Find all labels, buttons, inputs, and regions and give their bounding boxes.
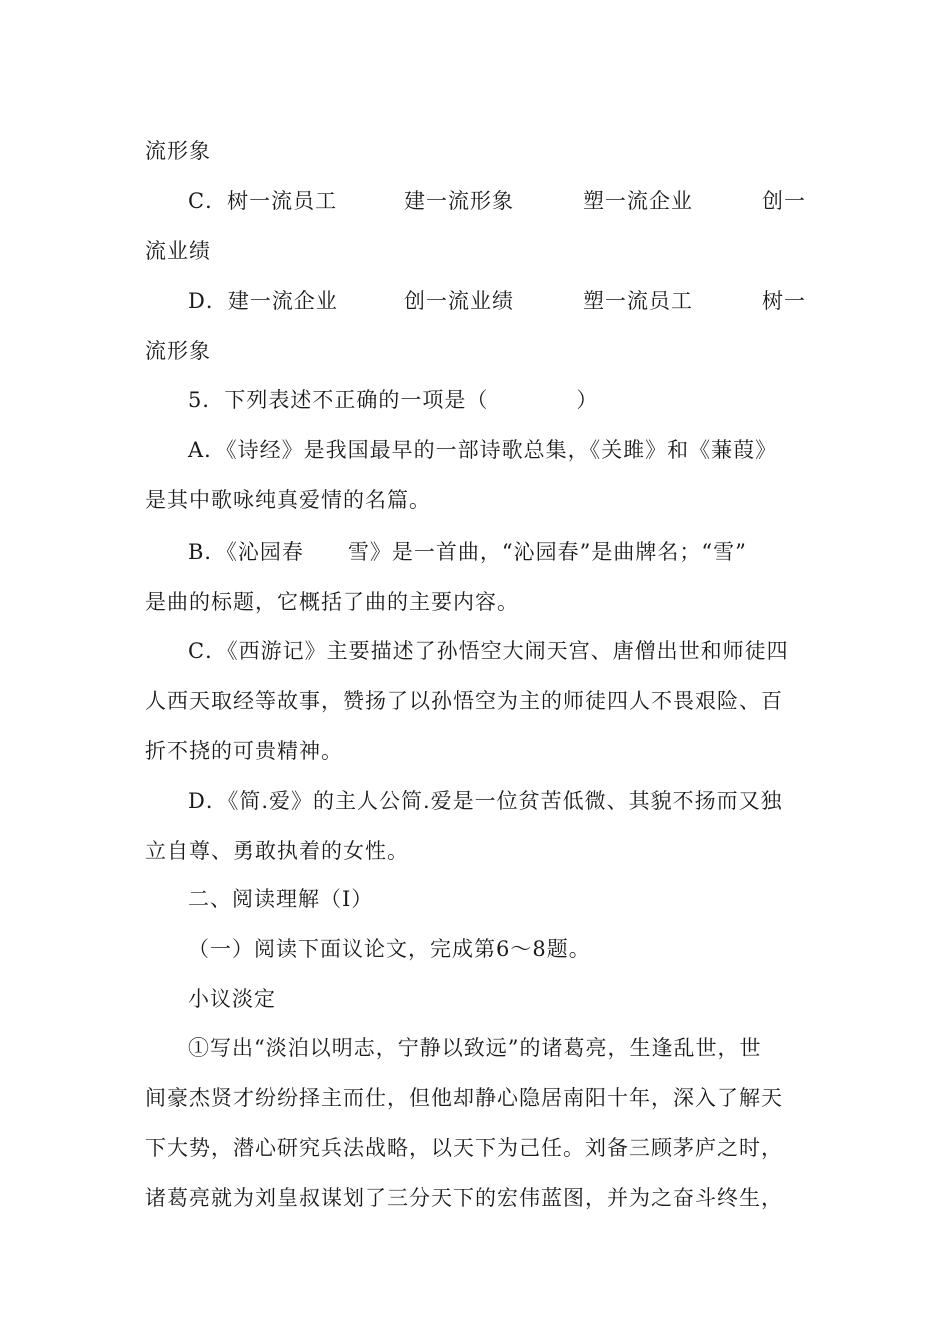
text-line: 立自尊、勇敢执着的女性。 [145,839,409,863]
paragraph-line: 间豪杰贤才纷纷择主而仕，但他却静心隐居南阳十年，深入了解天 [145,1086,783,1110]
q5-option-d: D．《简.爱》的主人公简.爱是一位贫苦低微、其貌不扬而又独 [188,789,783,813]
option-d-item-3: 塑一流员工 [583,289,693,313]
q5-option-a: A．《诗经》是我国最早的一部诗歌总集，《关雎》和《蒹葭》 [188,438,778,462]
option-c-item-2: 建一流形象 [404,189,514,213]
text-line: 流形象 [145,339,211,363]
text-line: 折不挠的可贵精神。 [145,739,343,763]
option-c-item-3: 塑一流企业 [583,189,693,213]
option-c-item-4: 创一 [762,189,806,213]
text-line: 是曲的标题，它概括了曲的主要内容。 [145,590,519,614]
option-d-item-2: 创一流业绩 [404,289,514,313]
question-5: 5．下列表述不正确的一项是（ ） [188,388,599,412]
text-line: 是其中歌咏纯真爱情的名篇。 [145,488,431,512]
option-d-label: D．建一流企业 [188,289,338,313]
option-c-label: C．树一流员工 [188,189,338,213]
paragraph-line: 诸葛亮就为刘皇叔谋划了三分天下的宏伟蓝图，并为之奋斗终生， [145,1186,783,1210]
option-d-item-4: 树一 [762,289,806,313]
text-line: 流形象 [145,139,211,163]
q5-option-c: C．《西游记》主要描述了孙悟空大闹天宫、唐僧出世和师徒四 [188,639,789,663]
text-line: 流业绩 [145,239,211,263]
paragraph-line: 下大势，潜心研究兵法战略，以天下为己任。刘备三顾茅庐之时， [145,1136,783,1160]
text-line: 人西天取经等故事，赞扬了以孙悟空为主的师徒四人不畏艰险、百 [145,689,783,713]
article-title: 小议淡定 [188,987,276,1011]
q5-option-b: B．《沁园春 雪》是一首曲，“沁园春”是曲牌名；“雪” [188,540,747,564]
subsection-heading: （一）阅读下面议论文，完成第6～8题。 [188,937,591,961]
paragraph-line: ①写出“淡泊以明志，宁静以致远”的诸葛亮，生逢乱世，世 [188,1036,762,1060]
section-heading: 二、阅读理解（Ⅰ） [188,887,374,911]
